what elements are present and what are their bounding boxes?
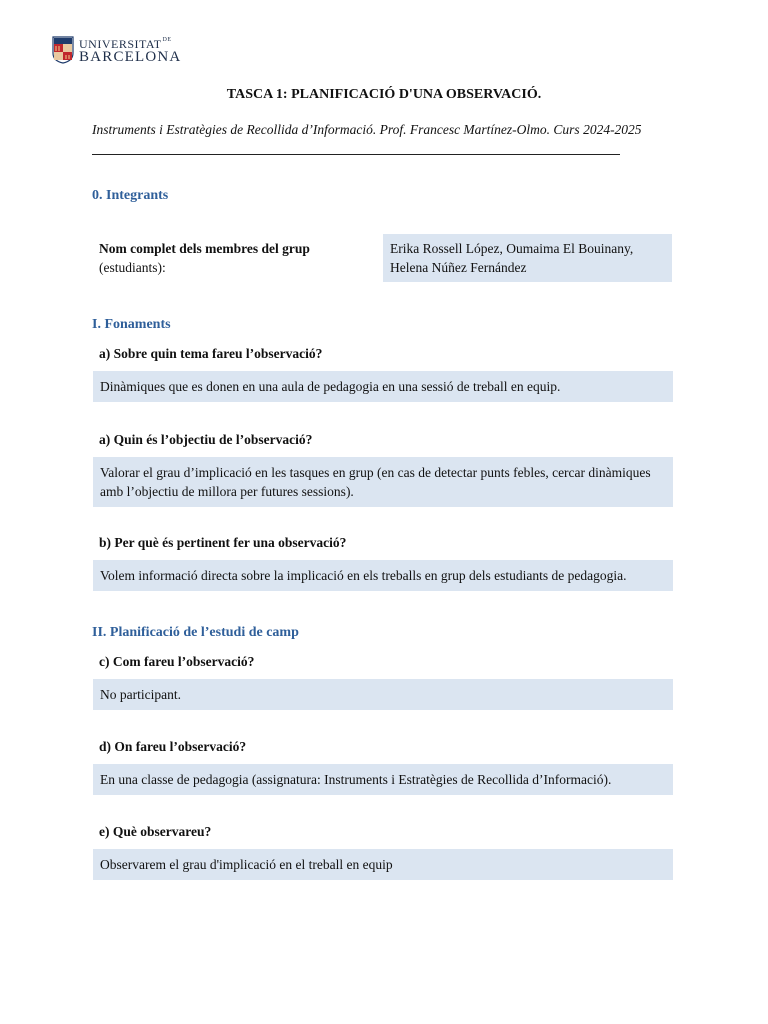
answer-tema: Dinàmiques que es donen en una aula de pedagogia en una sessió de treball en equip.: [93, 371, 673, 402]
university-logo: [52, 36, 182, 68]
question-on: d) On fareu l’observació?: [99, 739, 247, 754]
question-que: e) Què observareu?: [99, 824, 212, 839]
question-pertinent: b) Per què és pertinent fer una observació?: [99, 535, 347, 550]
logo-text-line2: BARCELONA: [79, 49, 182, 65]
question-tema: a) Sobre quin tema fareu l’observació?: [99, 346, 323, 361]
answer-objectiu: Valorar el grau d’implicació en les tasques en grup (en cas de detectar punts febles, cercar dinàmiques amb l’objectiu de millora per futures sessions).: [93, 457, 673, 507]
header-divider: [92, 154, 620, 155]
logo-text-line1: $UNIVERSITAT^{DE}$: [79, 37, 172, 51]
section-heading-planificacio: II. Planificació de l’estudi de camp: [92, 625, 299, 640]
answer-pertinent: Volem informació directa sobre la implicació en els treballs en grup dels estudiants de pedagogia.: [93, 560, 673, 591]
question-objectiu: a) Quin és l’objectiu de l’observació?: [99, 432, 313, 447]
answer-que: Observarem el grau d'implicació en el treball en equip: [93, 849, 673, 880]
university-shield-icon: [52, 36, 74, 64]
answer-on: En una classe de pedagogia (assignatura: Instruments i Estratègies de Recollida d’Informació).: [93, 764, 673, 795]
members-label: [99, 239, 369, 277]
members-label-rest: (estudiants):: [99, 260, 166, 275]
members-value: Erika Rossell López, Oumaima El Bouinany, Helena Núñez Fernández: [383, 234, 672, 282]
page-title: TASCA 1: PLANIFICACIÓ D'UNA OBSERVACIÓ.: [226, 87, 542, 102]
section-heading-fonaments: I. Fonaments: [92, 317, 171, 332]
members-label-bold: Nom complet dels membres del grup: [99, 241, 310, 256]
section-heading-integrants: 0. Integrants: [92, 188, 169, 203]
answer-com: No participant.: [93, 679, 673, 710]
page-subtitle: Instruments i Estratègies de Recollida d’Informació. Prof. Francesc Martínez-Olmo. Curs 2024-2025: [92, 122, 642, 137]
question-com: c) Com fareu l’observació?: [99, 654, 255, 669]
